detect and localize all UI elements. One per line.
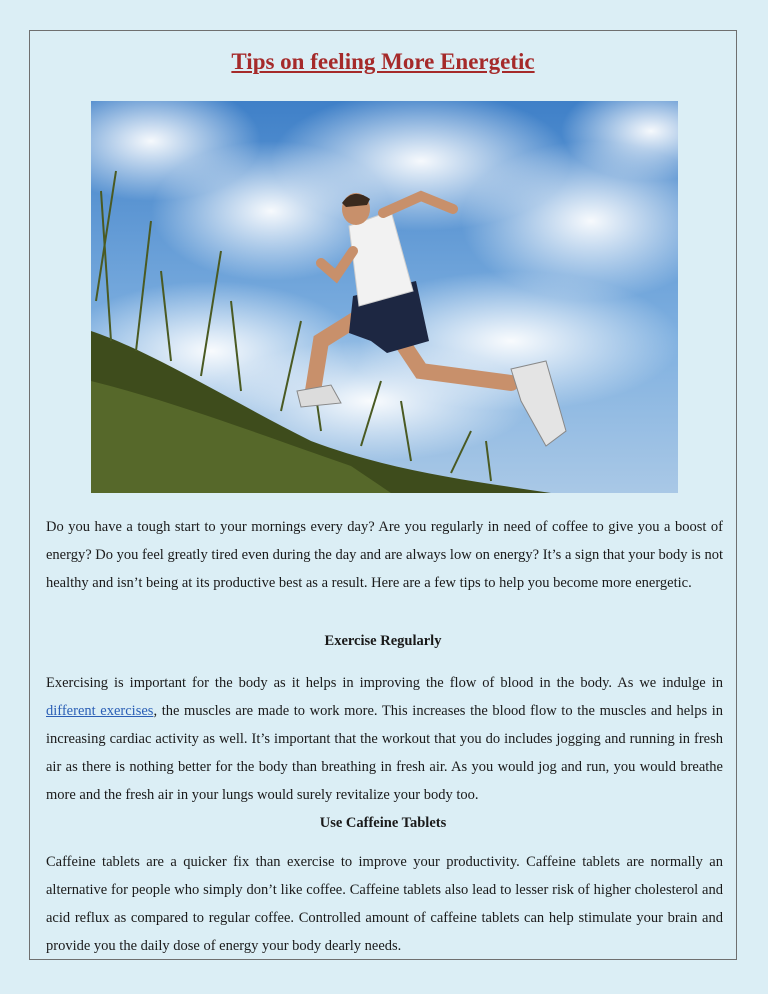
exercise-text-end: , the muscles are made to work more. This increases the blood flow to the muscles and helps in increasing cardiac activity as well. It’s important that the workout that you do includes jogging and running in fresh air as there is nothing better for the body than breathing in fresh air. As you would jog and run, you would breathe more and the fresh air in your lungs would surely revitalize your body too. xyxy=(46,703,724,803)
document-page xyxy=(29,30,737,960)
intro-paragraph: Do you have a tough start to your mornings every day? Are you regularly in need of coffee to give you a boost of energy? Do you feel greatly tired even during the day and are always low on energy? It’s a sign that your body is not healthy and isn’t being at its productive best as a result. Here are a few tips to help you become more energetic. xyxy=(46,519,723,591)
exercise-text-start: Exercising is important for the body as it helps in improving the flow of blood in the body. As we indulge in xyxy=(46,675,723,691)
caffeine-paragraph: Caffeine tablets are a quicker fix than exercise to improve your productivity. Caffeine tablets are normally an alternative for people who simply don’t like coffee. Caffeine tablets also lead to lesser risk of higher cholesterol and acid reflux as compared to regular coffee. Controlled amount of caffeine tablets can help stimulate your brain and provide you the daily dose of energy your body dearly needs. xyxy=(46,854,723,954)
exercise-paragraph xyxy=(46,669,723,809)
hero-image xyxy=(91,101,678,493)
different-exercises-link[interactable]: different exercises xyxy=(46,703,154,719)
section-heading-caffeine: Use Caffeine Tablets xyxy=(319,815,447,831)
document-title: Tips on feeling More Energetic xyxy=(231,49,535,74)
section-heading-exercise: Exercise Regularly xyxy=(324,633,442,649)
